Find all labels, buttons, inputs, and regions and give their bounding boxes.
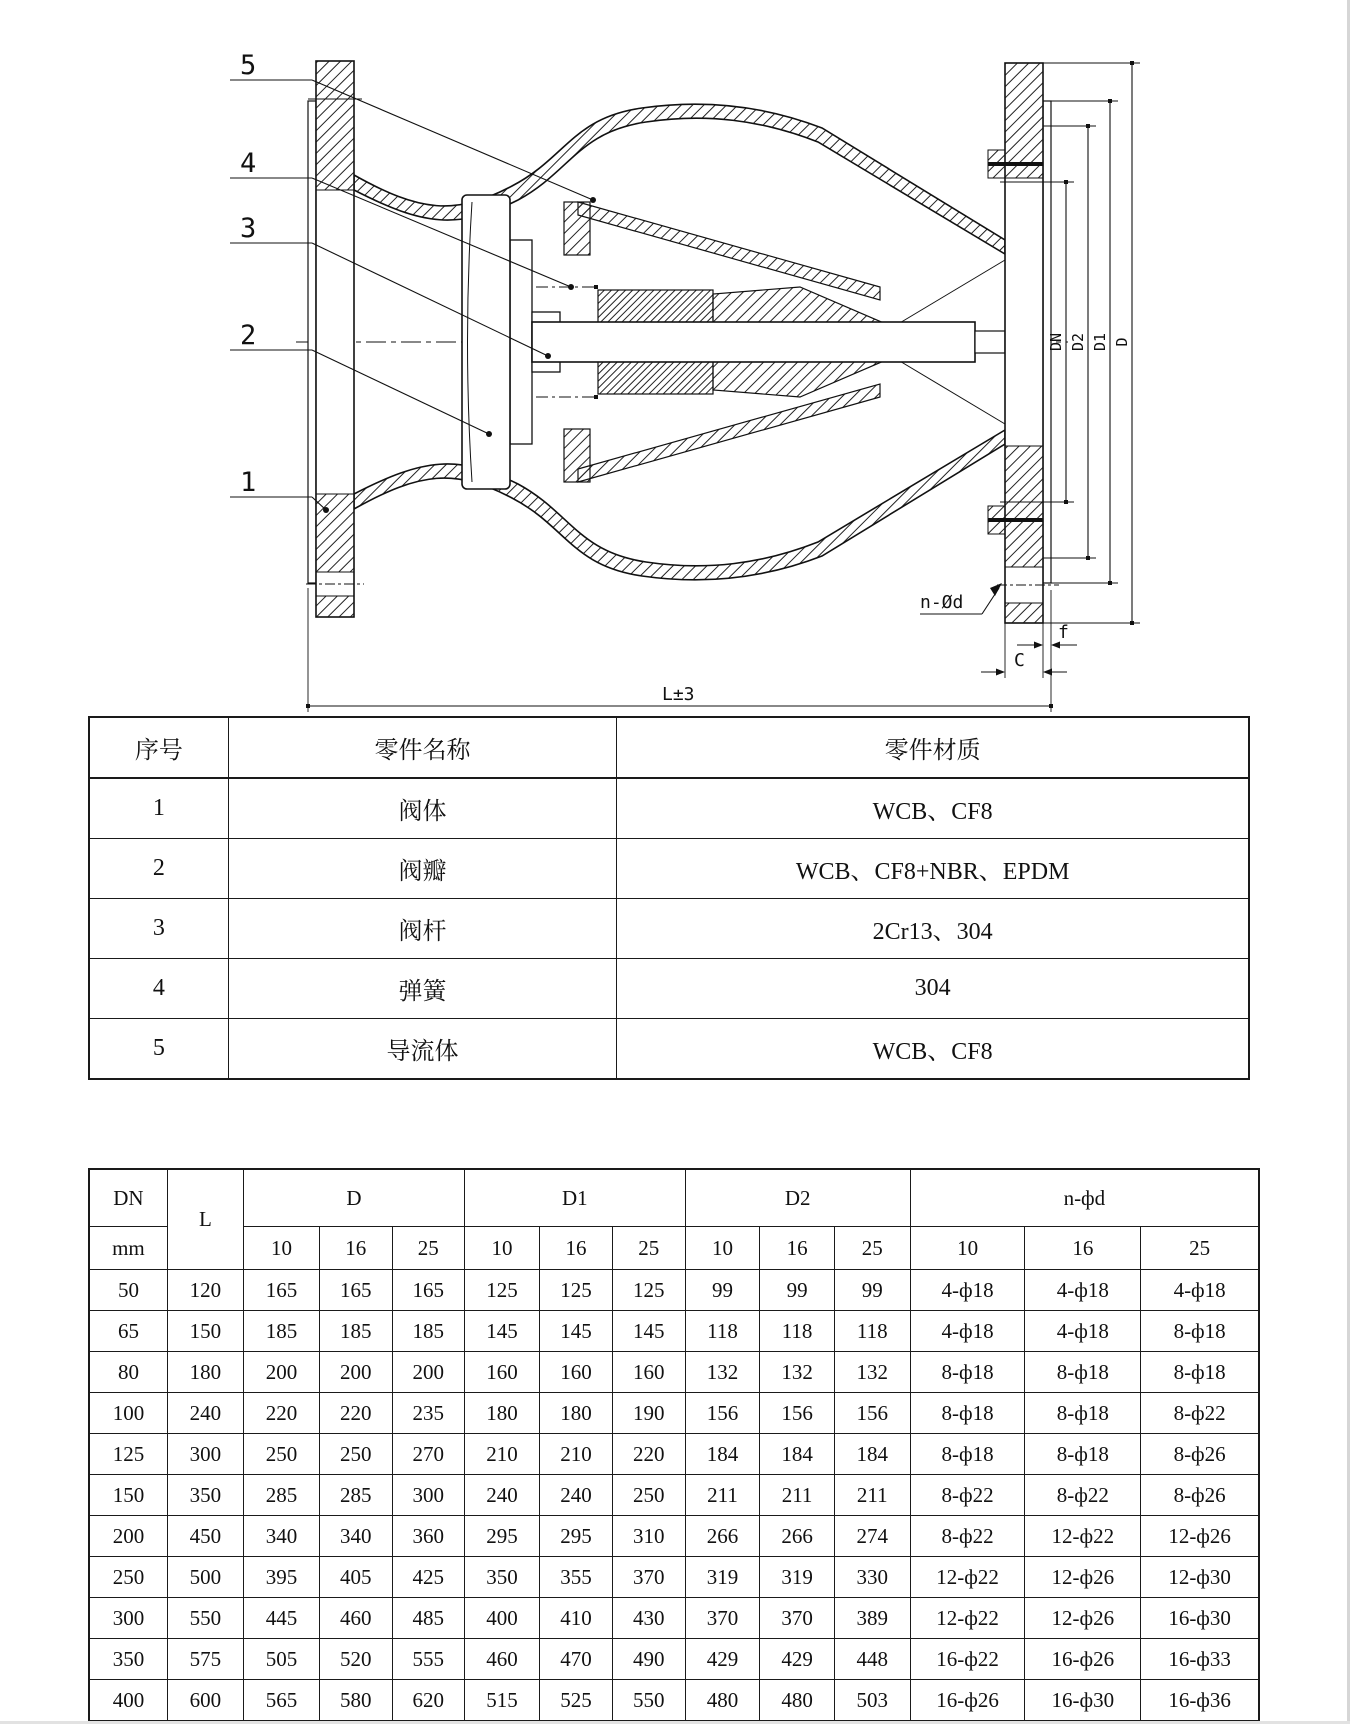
table-cell: 550 — [613, 1680, 686, 1722]
table-row — [89, 1475, 1259, 1516]
table-cell: 118 — [834, 1311, 910, 1352]
table-cell: 503 — [834, 1680, 910, 1722]
table-cell: 300 — [167, 1434, 243, 1475]
table-cell: 525 — [539, 1680, 612, 1722]
table-cell: 156 — [834, 1393, 910, 1434]
dimensions-table — [88, 1168, 1260, 1722]
table-cell: 470 — [539, 1639, 612, 1680]
table-cell: 460 — [465, 1639, 540, 1680]
table-cell: 620 — [392, 1680, 465, 1722]
table-cell: 550 — [167, 1598, 243, 1639]
table-cell: 250 — [319, 1434, 392, 1475]
table-row — [89, 778, 1249, 839]
table-cell: 389 — [834, 1598, 910, 1639]
table-cell: 125 — [465, 1270, 540, 1311]
header-cell-pn: 10 — [685, 1227, 760, 1270]
table-cell: 5 — [89, 1019, 228, 1080]
table-cell: 430 — [613, 1598, 686, 1639]
valve-cross-section-drawing — [0, 0, 1350, 712]
table-cell: 导流体 — [228, 1019, 617, 1080]
table-cell: 8-ф22 — [910, 1475, 1025, 1516]
table-row — [89, 1311, 1259, 1352]
callout-label-3: 3 — [240, 213, 257, 244]
table-cell: 16-ф33 — [1141, 1639, 1259, 1680]
callout-label-2: 2 — [240, 320, 257, 351]
table-cell: 150 — [167, 1311, 243, 1352]
table-cell: 184 — [685, 1434, 760, 1475]
table-cell: 370 — [685, 1598, 760, 1639]
table-cell: 8-ф18 — [910, 1434, 1025, 1475]
table-cell: 274 — [834, 1516, 910, 1557]
table-cell: 145 — [539, 1311, 612, 1352]
header-cell-pn: 16 — [760, 1227, 834, 1270]
table-cell: 12-ф26 — [1025, 1557, 1141, 1598]
table-cell: 370 — [760, 1598, 834, 1639]
table-cell: 99 — [834, 1270, 910, 1311]
table-cell: 4-ф18 — [1025, 1311, 1141, 1352]
table-cell: 355 — [539, 1557, 612, 1598]
header-cell-d1: D1 — [465, 1169, 686, 1227]
header-cell-n-phi-d: n-фd — [910, 1169, 1259, 1227]
table-cell: 160 — [613, 1352, 686, 1393]
table-cell: 2Cr13、304 — [617, 899, 1249, 959]
table-cell: 156 — [760, 1393, 834, 1434]
table-cell: 16-ф30 — [1025, 1680, 1141, 1722]
drawing-svg — [0, 0, 1350, 712]
table-cell: 405 — [319, 1557, 392, 1598]
table-cell: 185 — [392, 1311, 465, 1352]
table-cell: 480 — [760, 1680, 834, 1722]
table-cell: 555 — [392, 1639, 465, 1680]
table-cell: 125 — [89, 1434, 167, 1475]
table-cell: 295 — [539, 1516, 612, 1557]
table-cell: 211 — [760, 1475, 834, 1516]
header-cell-mm: mm — [89, 1227, 167, 1270]
table-cell: 65 — [89, 1311, 167, 1352]
table-cell: 505 — [243, 1639, 319, 1680]
table-cell: 4 — [89, 959, 228, 1019]
callout-label-4: 4 — [240, 148, 257, 179]
table-cell: 8-ф18 — [1025, 1352, 1141, 1393]
table-cell: 12-ф26 — [1025, 1598, 1141, 1639]
header-cell-d: D — [243, 1169, 464, 1227]
table-row — [89, 1352, 1259, 1393]
table-cell: 370 — [613, 1557, 686, 1598]
table-cell: 160 — [465, 1352, 540, 1393]
table-cell: 600 — [167, 1680, 243, 1722]
callout-label-5: 5 — [240, 50, 257, 81]
table-cell: 429 — [685, 1639, 760, 1680]
table-cell: 250 — [243, 1434, 319, 1475]
table-cell: 266 — [760, 1516, 834, 1557]
table-cell: 165 — [392, 1270, 465, 1311]
table-cell: 240 — [539, 1475, 612, 1516]
header-cell-pn: 25 — [613, 1227, 686, 1270]
parts-table — [88, 716, 1250, 1080]
table-cell: 12-ф22 — [910, 1557, 1025, 1598]
table-cell: 270 — [392, 1434, 465, 1475]
table-cell: 211 — [834, 1475, 910, 1516]
table-cell: 1 — [89, 778, 228, 839]
dim-table-body — [89, 1270, 1259, 1722]
table-cell: 395 — [243, 1557, 319, 1598]
table-cell: 429 — [760, 1639, 834, 1680]
table-cell: 160 — [539, 1352, 612, 1393]
header-cell-pn: 16 — [539, 1227, 612, 1270]
table-cell: WCB、CF8+NBR、EPDM — [617, 839, 1249, 899]
table-cell: 200 — [319, 1352, 392, 1393]
table-cell: 16-ф30 — [1141, 1598, 1259, 1639]
header-cell-l: L — [167, 1169, 243, 1270]
table-cell: 266 — [685, 1516, 760, 1557]
table-row — [89, 1598, 1259, 1639]
callout-label-1: 1 — [240, 467, 257, 498]
table-cell: 16-ф26 — [910, 1680, 1025, 1722]
table-cell: 2 — [89, 839, 228, 899]
table-cell: 190 — [613, 1393, 686, 1434]
header-cell-pn: 16 — [319, 1227, 392, 1270]
header-cell-part-name: 零件名称 — [228, 717, 617, 778]
table-cell: 145 — [465, 1311, 540, 1352]
table-cell: 575 — [167, 1639, 243, 1680]
table-cell: 8-ф18 — [1141, 1311, 1259, 1352]
table-cell: 165 — [243, 1270, 319, 1311]
table-cell: 185 — [319, 1311, 392, 1352]
header-cell-seq: 序号 — [89, 717, 228, 778]
dim-table-header-row-2 — [89, 1227, 1259, 1270]
table-cell: 12-ф22 — [1025, 1516, 1141, 1557]
table-cell: 460 — [319, 1598, 392, 1639]
table-cell: 132 — [685, 1352, 760, 1393]
table-cell: 210 — [465, 1434, 540, 1475]
table-cell: 100 — [89, 1393, 167, 1434]
table-cell: 132 — [834, 1352, 910, 1393]
table-cell: 210 — [539, 1434, 612, 1475]
table-cell: 350 — [167, 1475, 243, 1516]
table-cell: 185 — [243, 1311, 319, 1352]
table-cell: 8-ф18 — [1025, 1434, 1141, 1475]
table-cell: 8-ф18 — [1141, 1352, 1259, 1393]
table-cell: 200 — [89, 1516, 167, 1557]
table-cell: 16-ф22 — [910, 1639, 1025, 1680]
callouts — [230, 80, 596, 513]
table-cell: 448 — [834, 1639, 910, 1680]
dim-label-length: L±3 — [662, 684, 695, 705]
table-cell: 220 — [319, 1393, 392, 1434]
table-cell: 520 — [319, 1639, 392, 1680]
table-cell: 8-ф22 — [1025, 1475, 1141, 1516]
dim-label-d1: D1 — [1091, 332, 1109, 352]
dim-label-f: f — [1058, 622, 1069, 643]
table-cell: 118 — [685, 1311, 760, 1352]
table-cell: 16-ф26 — [1025, 1639, 1141, 1680]
table-cell: 410 — [539, 1598, 612, 1639]
header-cell-pn: 16 — [1025, 1227, 1141, 1270]
table-cell: 4-ф18 — [1025, 1270, 1141, 1311]
table-cell: 310 — [613, 1516, 686, 1557]
table-row — [89, 1639, 1259, 1680]
table-cell: 125 — [539, 1270, 612, 1311]
table-cell: WCB、CF8 — [617, 1019, 1249, 1080]
table-cell: 125 — [613, 1270, 686, 1311]
table-cell: 4-ф18 — [910, 1311, 1025, 1352]
table-cell: 8-ф18 — [910, 1352, 1025, 1393]
table-cell: 阀体 — [228, 778, 617, 839]
table-cell: 500 — [167, 1557, 243, 1598]
table-row — [89, 899, 1249, 959]
table-cell: 3 — [89, 899, 228, 959]
header-cell-pn: 10 — [243, 1227, 319, 1270]
table-cell: 565 — [243, 1680, 319, 1722]
table-row — [89, 1270, 1259, 1311]
table-cell: 350 — [89, 1639, 167, 1680]
table-cell: 515 — [465, 1680, 540, 1722]
header-cell-part-material: 零件材质 — [617, 717, 1249, 778]
table-cell: 184 — [760, 1434, 834, 1475]
table-cell: 16-ф36 — [1141, 1680, 1259, 1722]
table-cell: 485 — [392, 1598, 465, 1639]
table-cell: 阀瓣 — [228, 839, 617, 899]
table-cell: 250 — [89, 1557, 167, 1598]
table-cell: 120 — [167, 1270, 243, 1311]
table-cell: 165 — [319, 1270, 392, 1311]
dim-label-bolt-holes: n-Ød — [920, 592, 964, 613]
table-cell: 580 — [319, 1680, 392, 1722]
table-cell: 8-ф26 — [1141, 1434, 1259, 1475]
table-row — [89, 1019, 1249, 1080]
table-cell: 8-ф18 — [910, 1393, 1025, 1434]
header-cell-pn: 25 — [1141, 1227, 1259, 1270]
table-cell: 8-ф22 — [910, 1516, 1025, 1557]
table-row — [89, 1516, 1259, 1557]
parts-table-body — [89, 778, 1249, 1079]
table-cell: 490 — [613, 1639, 686, 1680]
table-cell: 200 — [243, 1352, 319, 1393]
table-cell: 132 — [760, 1352, 834, 1393]
parts-table-header-row — [89, 717, 1249, 778]
table-cell: 250 — [613, 1475, 686, 1516]
table-cell: 184 — [834, 1434, 910, 1475]
table-cell: 319 — [685, 1557, 760, 1598]
header-cell-pn: 25 — [392, 1227, 465, 1270]
table-cell: 220 — [613, 1434, 686, 1475]
table-row — [89, 839, 1249, 899]
valve-stem — [532, 322, 1005, 362]
table-cell: 180 — [539, 1393, 612, 1434]
table-cell: 285 — [319, 1475, 392, 1516]
table-cell: 445 — [243, 1598, 319, 1639]
table-cell: 220 — [243, 1393, 319, 1434]
table-row — [89, 1557, 1259, 1598]
dim-table-header-row-1 — [89, 1169, 1259, 1227]
table-cell: 450 — [167, 1516, 243, 1557]
table-cell: 319 — [760, 1557, 834, 1598]
table-cell: 12-ф22 — [910, 1598, 1025, 1639]
table-cell: 480 — [685, 1680, 760, 1722]
table-cell: 330 — [834, 1557, 910, 1598]
table-cell: 99 — [760, 1270, 834, 1311]
table-cell: 12-ф30 — [1141, 1557, 1259, 1598]
dim-label-d: D — [1113, 337, 1131, 347]
table-cell: 80 — [89, 1352, 167, 1393]
dim-label-dn: DN — [1047, 332, 1065, 352]
table-cell: 300 — [89, 1598, 167, 1639]
table-cell: 295 — [465, 1516, 540, 1557]
table-cell: 50 — [89, 1270, 167, 1311]
table-cell: 118 — [760, 1311, 834, 1352]
table-cell: 弹簧 — [228, 959, 617, 1019]
table-cell: 150 — [89, 1475, 167, 1516]
table-cell: 8-ф22 — [1141, 1393, 1259, 1434]
header-cell-pn: 25 — [834, 1227, 910, 1270]
table-cell: 180 — [167, 1352, 243, 1393]
dim-label-c: C — [1014, 650, 1025, 671]
table-cell: 235 — [392, 1393, 465, 1434]
table-cell: 350 — [465, 1557, 540, 1598]
header-cell-d2: D2 — [685, 1169, 910, 1227]
table-cell: 340 — [243, 1516, 319, 1557]
table-row — [89, 1680, 1259, 1722]
table-cell: 400 — [465, 1598, 540, 1639]
table-cell: 400 — [89, 1680, 167, 1722]
table-cell: WCB、CF8 — [617, 778, 1249, 839]
header-cell-pn: 10 — [910, 1227, 1025, 1270]
table-cell: 145 — [613, 1311, 686, 1352]
table-cell: 8-ф18 — [1025, 1393, 1141, 1434]
table-cell: 304 — [617, 959, 1249, 1019]
table-row — [89, 959, 1249, 1019]
table-cell: 360 — [392, 1516, 465, 1557]
table-cell: 300 — [392, 1475, 465, 1516]
table-cell: 8-ф26 — [1141, 1475, 1259, 1516]
header-cell-pn: 10 — [465, 1227, 540, 1270]
dim-label-d2: D2 — [1069, 332, 1087, 352]
table-cell: 211 — [685, 1475, 760, 1516]
table-cell: 240 — [465, 1475, 540, 1516]
table-cell: 340 — [319, 1516, 392, 1557]
table-cell: 240 — [167, 1393, 243, 1434]
table-cell: 425 — [392, 1557, 465, 1598]
table-cell: 156 — [685, 1393, 760, 1434]
table-cell: 12-ф26 — [1141, 1516, 1259, 1557]
table-row — [89, 1434, 1259, 1475]
table-cell: 285 — [243, 1475, 319, 1516]
table-row — [89, 1393, 1259, 1434]
table-cell: 200 — [392, 1352, 465, 1393]
header-cell-dn: DN — [89, 1169, 167, 1227]
table-cell: 阀杆 — [228, 899, 617, 959]
table-cell: 180 — [465, 1393, 540, 1434]
left-flange — [306, 61, 364, 617]
table-cell: 4-ф18 — [1141, 1270, 1259, 1311]
table-cell: 99 — [685, 1270, 760, 1311]
table-cell: 4-ф18 — [910, 1270, 1025, 1311]
